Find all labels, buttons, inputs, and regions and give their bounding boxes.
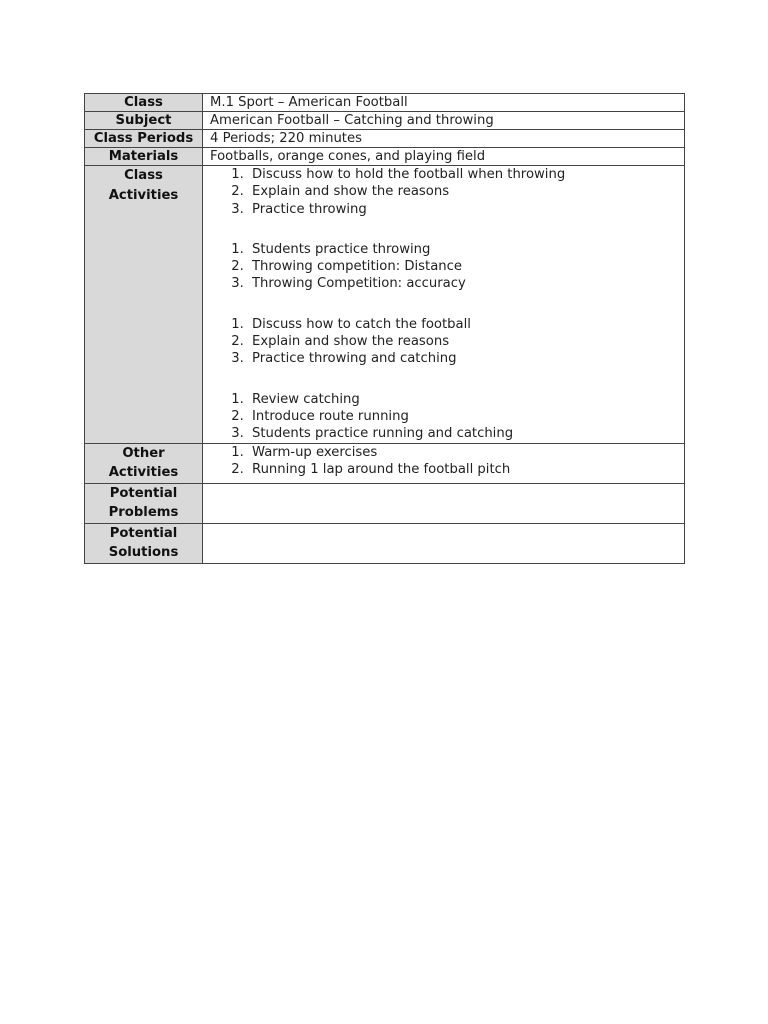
potential-problems-label [85, 483, 203, 523]
class-activities-row [85, 166, 685, 444]
class-activities-label-line1: Class [124, 168, 163, 183]
other-activities-label [85, 443, 203, 483]
class-activities-value [203, 166, 685, 444]
potential-problems-label-line1: Potential [109, 485, 178, 501]
class-label: Class [85, 94, 203, 112]
potential-problems-row [85, 483, 685, 523]
subject-row [85, 112, 685, 130]
potential-solutions-label-line1: Potential [109, 525, 178, 541]
class-row [85, 94, 685, 112]
other-activities-list [203, 444, 684, 479]
list-item: 3. Throwing Competition: accuracy [248, 275, 684, 292]
list-item: 3. Practice throwing and catching [248, 350, 684, 367]
class-activities-label-line2: Activities [108, 187, 179, 203]
activities-group-4 [203, 391, 684, 443]
potential-solutions-value [203, 523, 685, 563]
potential-problems-label-line2: Problems [108, 505, 179, 521]
other-activities-row [85, 443, 685, 483]
list-item: 2. Explain and show the reasons [248, 183, 684, 200]
other-activities-label-line1: Other [122, 445, 165, 461]
list-item: 3. Practice throwing [248, 201, 684, 218]
class-periods-row [85, 130, 685, 148]
materials-row [85, 148, 685, 166]
potential-solutions-label [85, 523, 203, 563]
list-item: 1. Discuss how to hold the football when throwing [248, 166, 684, 183]
potential-solutions-row [85, 523, 685, 563]
activities-group-1 [203, 166, 684, 218]
list-item: 2. Throwing competition: Distance [248, 258, 684, 275]
subject-label: Subject [85, 112, 203, 130]
class-activities-label [85, 166, 203, 444]
class-periods-label: Class Periods [85, 130, 203, 148]
spacer [203, 293, 684, 316]
spacer [203, 218, 684, 241]
list-item: 1. Discuss how to catch the football [248, 316, 684, 333]
list-item: 2. Introduce route running [248, 408, 684, 425]
materials-label: Materials [85, 148, 203, 166]
other-activities-value [203, 443, 685, 483]
activities-group-2 [203, 241, 684, 293]
potential-problems-value [203, 483, 685, 523]
subject-value: American Football – Catching and throwing [203, 112, 685, 130]
list-item: 1. Warm-up exercises [248, 444, 684, 461]
materials-value: Footballs, orange cones, and playing field [203, 148, 685, 166]
class-periods-value: 4 Periods; 220 minutes [203, 130, 685, 148]
list-item: 1. Students practice throwing [248, 241, 684, 258]
list-item: 3. Students practice running and catching [248, 425, 684, 442]
class-value: M.1 Sport – American Football [203, 94, 685, 112]
list-item: 2. Explain and show the reasons [248, 333, 684, 350]
lesson-plan-table [84, 93, 685, 564]
spacer [203, 368, 684, 391]
potential-solutions-label-line2: Solutions [108, 545, 179, 561]
list-item: 1. Review catching [248, 391, 684, 408]
other-activities-label-line2: Activities [108, 465, 179, 481]
activities-group-3 [203, 316, 684, 368]
list-item: 2. Running 1 lap around the football pitch [248, 461, 684, 478]
